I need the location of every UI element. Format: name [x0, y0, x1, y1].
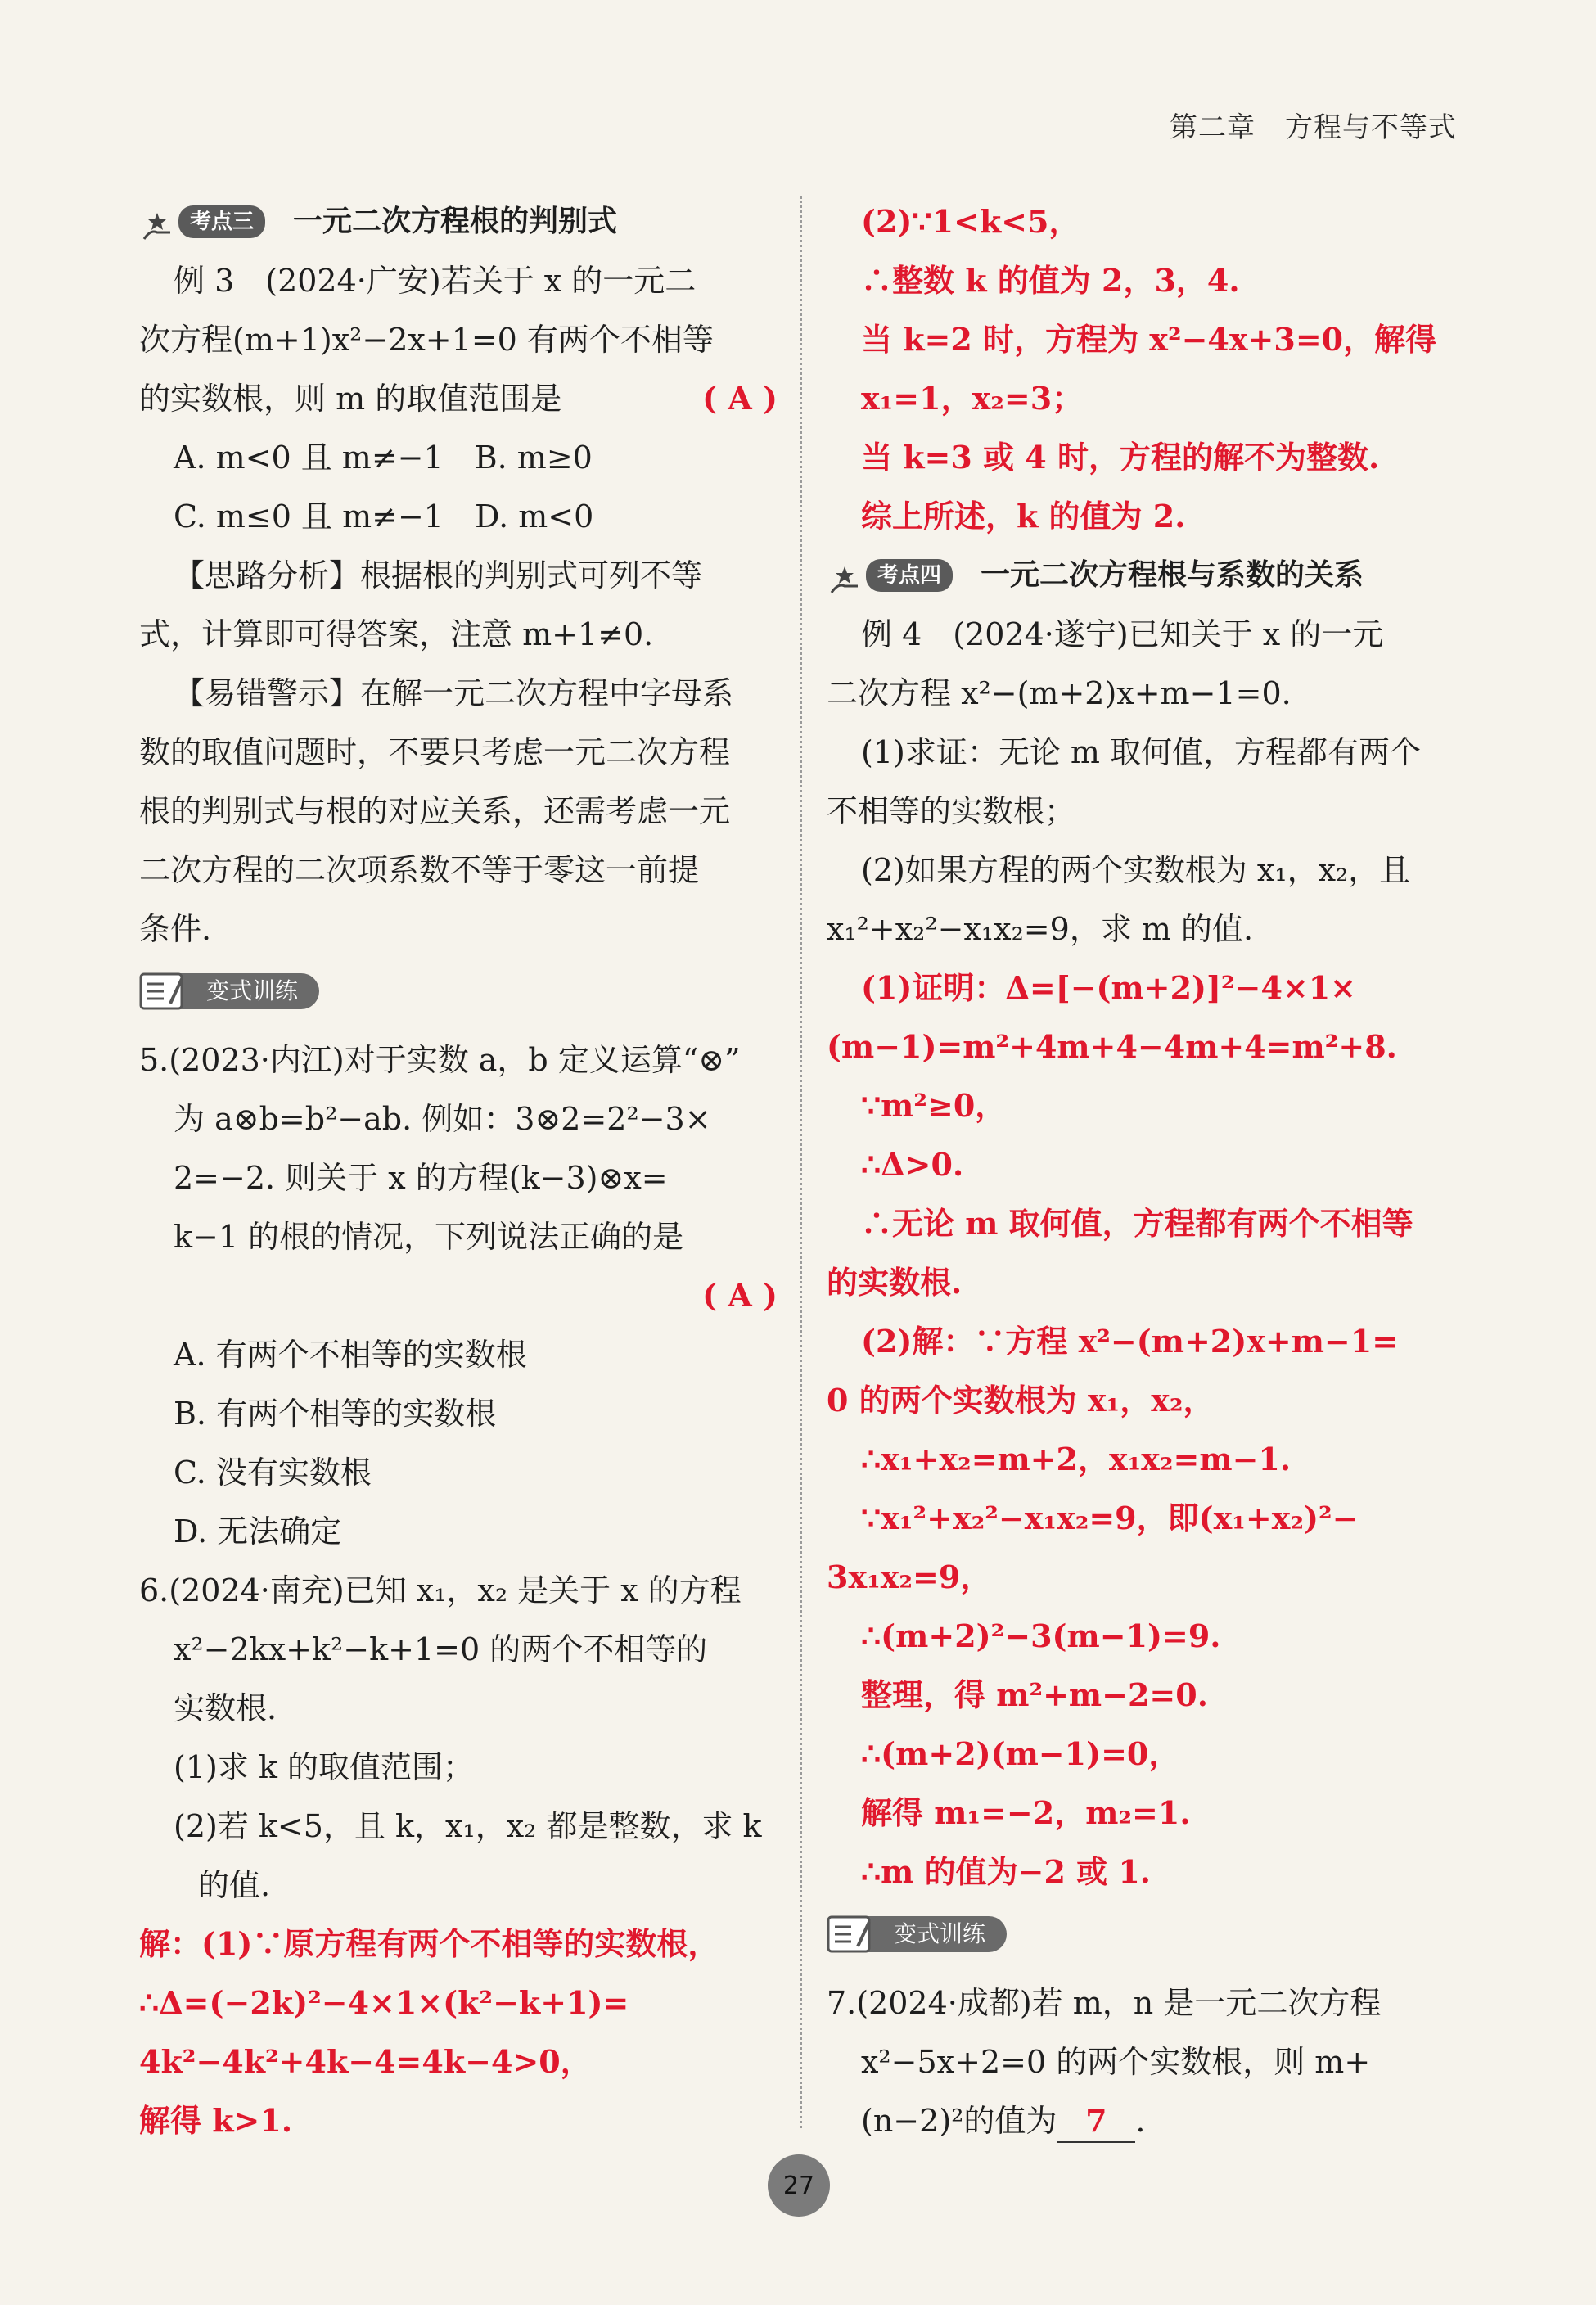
option-line: C. m≤0 且 m≠−1 D. m<0: [174, 498, 594, 535]
example-4: [827, 605, 1469, 1901]
question-line: (1)求证：无论 m 取何值，方程都有两个: [861, 734, 1422, 770]
solution-6-continued: [827, 192, 1469, 546]
solution-line: 4k²−4k²+4k−4=4k−4>0，: [139, 2043, 592, 2080]
solution-line: ∴整数 k 的值为 2，3，4.: [861, 262, 1240, 299]
problem-line: 为 a⊗b=b²−ab. 例如：3⊗2=2²−3×: [174, 1101, 711, 1137]
section-heading-4: [827, 546, 1469, 605]
left-column: [139, 192, 778, 2150]
solution-line: ∵x₁²+x₂²−x₁x₂=9，即(x₁+x₂)²−: [861, 1500, 1359, 1536]
solution-line: ∴Δ=(−2k)²−4×1×(k²−k+1)=: [139, 1984, 629, 2021]
question-line: (2)若 k<5，且 k，x₁，x₂ 都是整数，求 k: [174, 1808, 762, 1844]
solution-line: 综上所述，k 的值为 2.: [861, 498, 1186, 535]
option-line: C. 没有实数根: [174, 1455, 372, 1491]
option-line: A. 有两个不相等的实数根: [174, 1337, 527, 1373]
book-pencil-icon: [827, 1914, 886, 1955]
solution-line: x₁=1，x₂=3；: [861, 380, 1084, 417]
example-line: 二次方程 x²−(m+2)x+m−1=0.: [827, 675, 1292, 711]
example-3: [139, 251, 778, 959]
question-line: 不相等的实数根；: [827, 793, 1076, 829]
solution-line: 解得 k>1.: [139, 2102, 293, 2139]
solution-line: 解得 m₁=−2，m₂=1.: [861, 1794, 1191, 1831]
problem-7: [827, 1973, 1469, 2150]
warning-line: 二次方程的二次项系数不等于零这一前提: [139, 852, 700, 888]
solution-line: ∵m²≥0，: [861, 1087, 1007, 1124]
chapter-title: 方程与不等式: [1285, 111, 1457, 144]
section-badge: 考点三: [139, 204, 265, 240]
solution-line: ∴Δ>0.: [861, 1146, 964, 1183]
problem-line: k−1 的根的情况，下列说法正确的是: [174, 1219, 684, 1255]
solution-line: ∴(m+2)(m−1)=0，: [861, 1735, 1180, 1772]
warning-line: 数的取值问题时，不要只考虑一元二次方程: [139, 734, 731, 770]
problem-line: x²−5x+2=0 的两个实数根，则 m+: [861, 2044, 1371, 2080]
chapter-label: 第二章: [1170, 111, 1256, 144]
answer-choice: ( A ): [702, 1277, 778, 1314]
right-column: [827, 192, 1469, 2150]
solution-line: ∴(m+2)²−3(m−1)=9.: [861, 1617, 1221, 1654]
example-line: 的实数根，则 m 的取值范围是: [139, 381, 562, 417]
problem-line: 实数根.: [174, 1690, 277, 1726]
problem-line: (n−2)²的值为: [861, 2103, 1057, 2139]
problem-line: 6.(2024·南充)已知 x₁，x₂ 是关于 x 的方程: [139, 1572, 742, 1608]
solution-line: ∴m 的值为−2 或 1.: [861, 1853, 1152, 1890]
question-line: (2)如果方程的两个实数根为 x₁，x₂，且: [861, 852, 1411, 888]
option-line: D. 无法确定: [174, 1513, 342, 1549]
solution-line: 0 的两个实数根为 x₁，x₂，: [827, 1382, 1215, 1419]
question-line: (1)求 k 的取值范围；: [174, 1749, 475, 1785]
warning-line: 根的判别式与根的对应关系，还需考虑一元: [139, 793, 731, 829]
example-line: 例 3 (2024·广安)若关于 x 的一元二: [174, 263, 697, 299]
analysis-line: 【思路分析】根据根的判别式可列不等: [174, 557, 703, 593]
option-line: B. 有两个相等的实数根: [174, 1396, 497, 1432]
training-banner: 变式训练: [139, 970, 319, 1013]
solution-line: (2)解：∵方程 x²−(m+2)x+m−1=: [861, 1323, 1399, 1360]
problem-6: [139, 1561, 778, 2150]
solution-line: ∴无论 m 取何值，方程都有两个不相等: [861, 1205, 1413, 1242]
solution-line: 当 k=2 时，方程为 x²−4x+3=0，解得: [861, 321, 1437, 358]
problem-line: x²−2kx+k²−k+1=0 的两个不相等的: [174, 1631, 708, 1667]
solution-line: 解：(1)∵原方程有两个不相等的实数根，: [139, 1925, 719, 1962]
question-line: x₁²+x₂²−x₁x₂=9，求 m 的值.: [827, 911, 1254, 947]
section-title: 一元二次方程根与系数的关系: [981, 558, 1364, 592]
star-person-icon: [139, 204, 175, 240]
solution-line: (1)证明：Δ=[−(m+2)]²−4×1×: [861, 969, 1357, 1006]
analysis-line: 式，计算即可得答案，注意 m+1≠0.: [139, 616, 654, 652]
solution-line: 当 k=3 或 4 时，方程的解不为整数.: [861, 439, 1380, 476]
example-line: 例 4 (2024·遂宁)已知关于 x 的一元: [861, 616, 1384, 652]
book-pencil-icon: [139, 971, 198, 1012]
problem-line: 2=−2. 则关于 x 的方程(k−3)⊗x=: [174, 1160, 668, 1196]
option-line: A. m<0 且 m≠−1 B. m≥0: [174, 440, 593, 476]
section-heading-3: [139, 192, 778, 251]
warning-line: 条件.: [139, 911, 212, 947]
answer-choice: ( A ): [702, 380, 778, 417]
warning-line: 【易错警示】在解一元二次方程中字母系: [174, 675, 734, 711]
training-banner: 变式训练: [827, 1913, 1007, 1955]
section-badge: 考点四: [827, 557, 953, 593]
solution-line: 整理，得 m²+m−2=0.: [861, 1676, 1208, 1713]
solution-line: 的实数根.: [827, 1264, 963, 1301]
question-line: 的值.: [198, 1867, 271, 1903]
answer-blank: 7: [1057, 2100, 1135, 2143]
page-number: 27: [768, 2154, 830, 2217]
solution-line: (2)∵1<k<5，: [861, 203, 1080, 240]
column-divider: [800, 196, 802, 2128]
solution-line: 3x₁x₂=9，: [827, 1558, 992, 1595]
problem-line: 5.(2023·内江)对于实数 a，b 定义运算“⊗”: [139, 1042, 741, 1078]
page-header: [1170, 105, 1457, 145]
problem-5: [139, 1031, 778, 1561]
star-person-icon: [827, 557, 863, 593]
solution-line: (m−1)=m²+4m+4−4m+4=m²+8.: [827, 1028, 1397, 1065]
problem-line: 7.(2024·成都)若 m，n 是一元二次方程: [827, 1985, 1382, 2021]
example-line: 次方程(m+1)x²−2x+1=0 有两个不相等: [139, 322, 714, 358]
solution-line: ∴x₁+x₂=m+2，x₁x₂=m−1.: [861, 1441, 1292, 1477]
problem-line-end: .: [1135, 2103, 1146, 2139]
section-title: 一元二次方程根的判别式: [293, 205, 618, 238]
